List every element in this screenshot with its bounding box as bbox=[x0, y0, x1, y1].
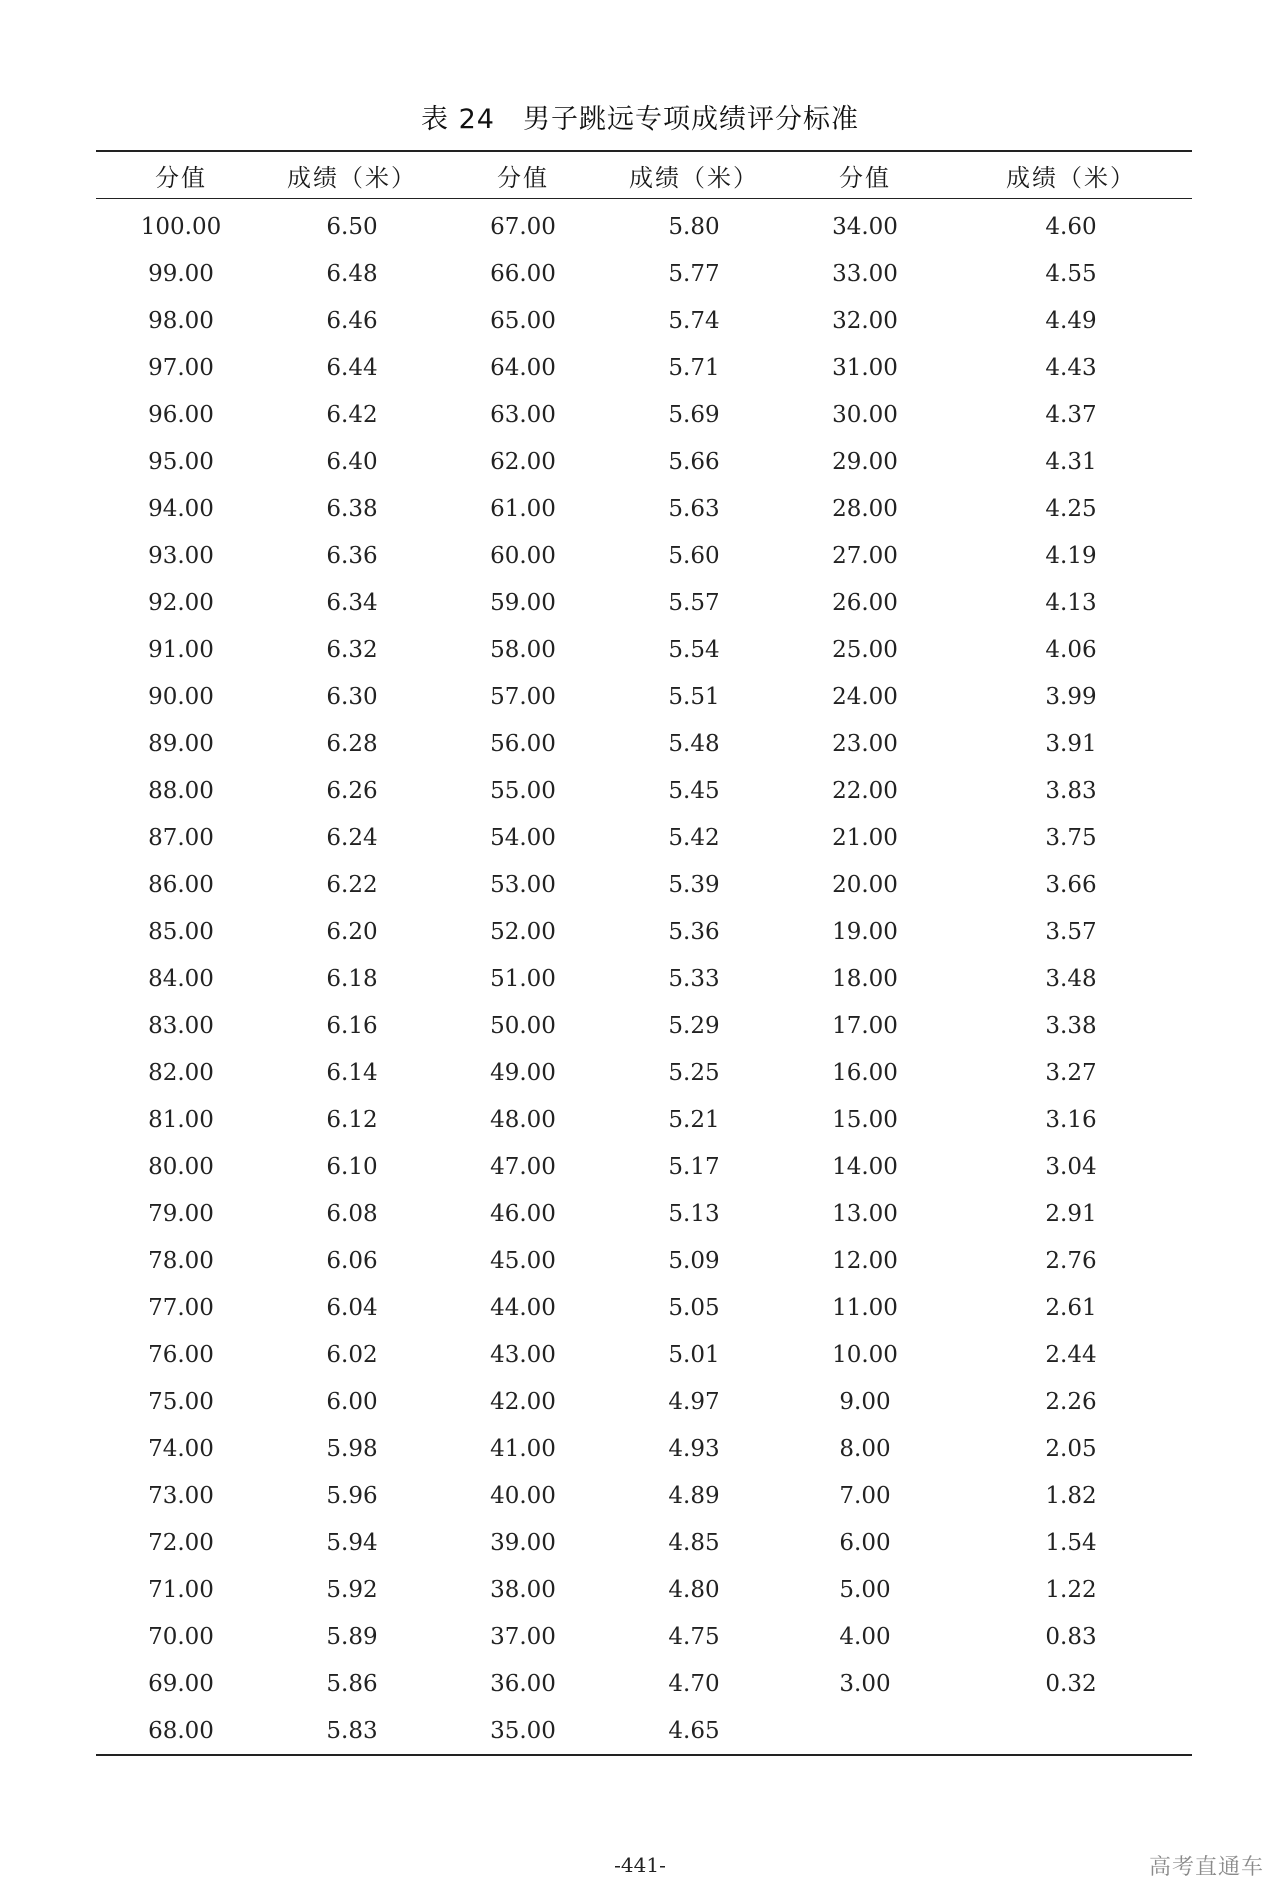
header-result-3: 成绩（米） bbox=[950, 151, 1192, 199]
result-cell: 1.82 bbox=[1045, 1482, 1097, 1509]
result-cell: 3.75 bbox=[1045, 824, 1097, 851]
score-cell: 62.00 bbox=[490, 448, 556, 475]
score-table-container bbox=[96, 150, 1192, 1756]
result-cell: 3.91 bbox=[1045, 730, 1097, 757]
result-cell: 5.01 bbox=[668, 1341, 720, 1368]
score-cell: 95.00 bbox=[148, 448, 214, 475]
score-cell: 80.00 bbox=[148, 1153, 214, 1180]
header-score-2: 分值 bbox=[438, 151, 608, 199]
result-cell: 5.57 bbox=[668, 589, 720, 616]
table-row bbox=[96, 297, 1192, 344]
result-cell: 4.80 bbox=[668, 1576, 720, 1603]
table-row bbox=[96, 1378, 1192, 1425]
score-cell: 86.00 bbox=[148, 871, 214, 898]
table-title: 表 24 男子跳远专项成绩评分标准 bbox=[421, 104, 859, 135]
result-cell: 6.24 bbox=[326, 824, 378, 851]
table-row bbox=[96, 532, 1192, 579]
page-number: -441- bbox=[614, 1853, 666, 1877]
score-cell: 53.00 bbox=[490, 871, 556, 898]
score-cell: 35.00 bbox=[490, 1717, 556, 1744]
score-cell: 46.00 bbox=[490, 1200, 556, 1227]
score-cell: 56.00 bbox=[490, 730, 556, 757]
result-cell: 5.77 bbox=[668, 260, 720, 287]
result-cell: 5.96 bbox=[326, 1482, 378, 1509]
result-cell: 4.85 bbox=[668, 1529, 720, 1556]
score-cell: 20.00 bbox=[832, 871, 898, 898]
result-cell: 6.32 bbox=[326, 636, 378, 663]
score-cell: 58.00 bbox=[490, 636, 556, 663]
result-cell: 1.22 bbox=[1045, 1576, 1097, 1603]
result-cell: 4.75 bbox=[668, 1623, 720, 1650]
result-cell: 4.70 bbox=[668, 1670, 720, 1697]
score-cell: 91.00 bbox=[148, 636, 214, 663]
score-cell: 47.00 bbox=[490, 1153, 556, 1180]
score-cell: 79.00 bbox=[148, 1200, 214, 1227]
score-cell: 32.00 bbox=[832, 307, 898, 334]
score-cell: 96.00 bbox=[148, 401, 214, 428]
score-cell: 30.00 bbox=[832, 401, 898, 428]
table-row bbox=[96, 908, 1192, 955]
table-row bbox=[96, 720, 1192, 767]
table-row bbox=[96, 1707, 1192, 1755]
score-cell: 4.00 bbox=[839, 1623, 891, 1650]
result-cell: 6.18 bbox=[326, 965, 378, 992]
result-cell: 4.43 bbox=[1045, 354, 1097, 381]
result-cell: 2.05 bbox=[1045, 1435, 1097, 1462]
score-cell: 49.00 bbox=[490, 1059, 556, 1086]
result-cell: 4.89 bbox=[668, 1482, 720, 1509]
score-cell: 100.00 bbox=[140, 213, 222, 240]
result-cell: 3.66 bbox=[1045, 871, 1097, 898]
result-cell: 5.89 bbox=[326, 1623, 378, 1650]
result-cell: 5.39 bbox=[668, 871, 720, 898]
table-row bbox=[96, 391, 1192, 438]
result-cell: 4.65 bbox=[668, 1717, 720, 1744]
score-cell: 21.00 bbox=[832, 824, 898, 851]
score-cell: 45.00 bbox=[490, 1247, 556, 1274]
score-cell: 14.00 bbox=[832, 1153, 898, 1180]
result-cell: 5.86 bbox=[326, 1670, 378, 1697]
score-cell: 38.00 bbox=[490, 1576, 556, 1603]
score-cell: 87.00 bbox=[148, 824, 214, 851]
header-score-3: 分值 bbox=[780, 151, 950, 199]
result-cell: 5.42 bbox=[668, 824, 720, 851]
score-cell: 77.00 bbox=[148, 1294, 214, 1321]
result-cell: 4.55 bbox=[1045, 260, 1097, 287]
score-cell: 78.00 bbox=[148, 1247, 214, 1274]
table-row bbox=[96, 861, 1192, 908]
result-cell: 5.74 bbox=[668, 307, 720, 334]
score-cell: 18.00 bbox=[832, 965, 898, 992]
result-cell: 2.61 bbox=[1045, 1294, 1097, 1321]
score-cell: 88.00 bbox=[148, 777, 214, 804]
result-cell: 5.63 bbox=[668, 495, 720, 522]
score-cell: 19.00 bbox=[832, 918, 898, 945]
score-cell: 66.00 bbox=[490, 260, 556, 287]
score-cell: 6.00 bbox=[839, 1529, 891, 1556]
result-cell: 4.19 bbox=[1045, 542, 1097, 569]
score-cell: 98.00 bbox=[148, 307, 214, 334]
score-cell bbox=[780, 1707, 950, 1755]
table-row bbox=[96, 1472, 1192, 1519]
header-result-1: 成绩（米） bbox=[266, 151, 438, 199]
result-cell: 2.44 bbox=[1045, 1341, 1097, 1368]
result-cell: 6.44 bbox=[326, 354, 378, 381]
score-cell: 55.00 bbox=[490, 777, 556, 804]
score-cell: 64.00 bbox=[490, 354, 556, 381]
score-cell: 17.00 bbox=[832, 1012, 898, 1039]
result-cell: 6.38 bbox=[326, 495, 378, 522]
result-cell: 6.40 bbox=[326, 448, 378, 475]
score-cell: 22.00 bbox=[832, 777, 898, 804]
table-row bbox=[96, 485, 1192, 532]
score-cell: 11.00 bbox=[832, 1294, 898, 1321]
score-cell: 41.00 bbox=[490, 1435, 556, 1462]
score-cell: 74.00 bbox=[148, 1435, 214, 1462]
score-cell: 7.00 bbox=[839, 1482, 891, 1509]
result-cell: 6.10 bbox=[326, 1153, 378, 1180]
table-row bbox=[96, 1331, 1192, 1378]
result-cell: 6.28 bbox=[326, 730, 378, 757]
result-cell: 4.97 bbox=[668, 1388, 720, 1415]
score-cell: 73.00 bbox=[148, 1482, 214, 1509]
score-cell: 81.00 bbox=[148, 1106, 214, 1133]
score-cell: 37.00 bbox=[490, 1623, 556, 1650]
score-cell: 13.00 bbox=[832, 1200, 898, 1227]
table-row bbox=[96, 1519, 1192, 1566]
result-cell: 5.33 bbox=[668, 965, 720, 992]
score-cell: 57.00 bbox=[490, 683, 556, 710]
score-cell: 85.00 bbox=[148, 918, 214, 945]
score-cell: 67.00 bbox=[490, 213, 556, 240]
score-cell: 51.00 bbox=[490, 965, 556, 992]
score-cell: 92.00 bbox=[148, 589, 214, 616]
result-cell: 5.29 bbox=[668, 1012, 720, 1039]
result-cell: 0.83 bbox=[1045, 1623, 1097, 1650]
score-cell: 54.00 bbox=[490, 824, 556, 851]
score-cell: 50.00 bbox=[490, 1012, 556, 1039]
result-cell: 6.12 bbox=[326, 1106, 378, 1133]
score-cell: 5.00 bbox=[839, 1576, 891, 1603]
result-cell: 5.98 bbox=[326, 1435, 378, 1462]
result-cell: 3.99 bbox=[1045, 683, 1097, 710]
score-cell: 99.00 bbox=[148, 260, 214, 287]
table-row bbox=[96, 1237, 1192, 1284]
score-cell: 60.00 bbox=[490, 542, 556, 569]
result-cell: 3.83 bbox=[1045, 777, 1097, 804]
result-cell: 6.50 bbox=[326, 213, 378, 240]
result-cell: 4.13 bbox=[1045, 589, 1097, 616]
score-cell: 23.00 bbox=[832, 730, 898, 757]
result-cell: 5.80 bbox=[668, 213, 720, 240]
score-cell: 75.00 bbox=[148, 1388, 214, 1415]
result-cell: 3.48 bbox=[1045, 965, 1097, 992]
result-cell: 5.69 bbox=[668, 401, 720, 428]
score-cell: 69.00 bbox=[148, 1670, 214, 1697]
score-cell: 83.00 bbox=[148, 1012, 214, 1039]
score-cell: 10.00 bbox=[832, 1341, 898, 1368]
score-cell: 3.00 bbox=[839, 1670, 891, 1697]
table-row bbox=[96, 673, 1192, 720]
table-row bbox=[96, 955, 1192, 1002]
score-cell: 29.00 bbox=[832, 448, 898, 475]
result-cell: 5.21 bbox=[668, 1106, 720, 1133]
score-table bbox=[96, 150, 1192, 1756]
result-cell: 4.25 bbox=[1045, 495, 1097, 522]
result-cell: 6.46 bbox=[326, 307, 378, 334]
score-cell: 84.00 bbox=[148, 965, 214, 992]
result-cell: 5.25 bbox=[668, 1059, 720, 1086]
result-cell: 5.17 bbox=[668, 1153, 720, 1180]
table-row bbox=[96, 1566, 1192, 1613]
score-cell: 42.00 bbox=[490, 1388, 556, 1415]
table-row bbox=[96, 1143, 1192, 1190]
score-cell: 27.00 bbox=[832, 542, 898, 569]
score-cell: 25.00 bbox=[832, 636, 898, 663]
table-row bbox=[96, 1049, 1192, 1096]
result-cell: 2.91 bbox=[1045, 1200, 1097, 1227]
result-cell: 5.51 bbox=[668, 683, 720, 710]
result-cell: 6.42 bbox=[326, 401, 378, 428]
result-cell: 3.27 bbox=[1045, 1059, 1097, 1086]
result-cell: 6.08 bbox=[326, 1200, 378, 1227]
result-cell: 5.13 bbox=[668, 1200, 720, 1227]
result-cell: 5.45 bbox=[668, 777, 720, 804]
score-cell: 76.00 bbox=[148, 1341, 214, 1368]
result-cell: 3.04 bbox=[1045, 1153, 1097, 1180]
result-cell: 6.22 bbox=[326, 871, 378, 898]
result-cell: 4.93 bbox=[668, 1435, 720, 1462]
result-cell: 1.54 bbox=[1045, 1529, 1097, 1556]
result-cell: 6.00 bbox=[326, 1388, 378, 1415]
table-row bbox=[96, 579, 1192, 626]
result-cell: 6.06 bbox=[326, 1247, 378, 1274]
score-cell: 65.00 bbox=[490, 307, 556, 334]
result-cell: 5.94 bbox=[326, 1529, 378, 1556]
score-cell: 63.00 bbox=[490, 401, 556, 428]
score-cell: 39.00 bbox=[490, 1529, 556, 1556]
result-cell: 4.06 bbox=[1045, 636, 1097, 663]
score-cell: 16.00 bbox=[832, 1059, 898, 1086]
result-cell: 6.14 bbox=[326, 1059, 378, 1086]
score-cell: 34.00 bbox=[832, 213, 898, 240]
score-cell: 93.00 bbox=[148, 542, 214, 569]
table-row bbox=[96, 438, 1192, 485]
result-cell: 3.57 bbox=[1045, 918, 1097, 945]
table-row bbox=[96, 1660, 1192, 1707]
score-cell: 31.00 bbox=[832, 354, 898, 381]
result-cell: 5.60 bbox=[668, 542, 720, 569]
result-cell: 5.83 bbox=[326, 1717, 378, 1744]
result-cell: 6.34 bbox=[326, 589, 378, 616]
result-cell: 3.38 bbox=[1045, 1012, 1097, 1039]
result-cell: 6.48 bbox=[326, 260, 378, 287]
score-cell: 70.00 bbox=[148, 1623, 214, 1650]
table-row bbox=[96, 344, 1192, 391]
result-cell: 5.48 bbox=[668, 730, 720, 757]
result-cell: 5.71 bbox=[668, 354, 720, 381]
table-row bbox=[96, 1425, 1192, 1472]
table-row bbox=[96, 199, 1192, 251]
score-cell: 68.00 bbox=[148, 1717, 214, 1744]
score-cell: 59.00 bbox=[490, 589, 556, 616]
score-cell: 36.00 bbox=[490, 1670, 556, 1697]
result-cell: 5.09 bbox=[668, 1247, 720, 1274]
result-cell: 4.60 bbox=[1045, 213, 1097, 240]
table-body bbox=[96, 199, 1192, 1756]
score-cell: 28.00 bbox=[832, 495, 898, 522]
table-header-row bbox=[96, 151, 1192, 199]
result-cell: 6.04 bbox=[326, 1294, 378, 1321]
table-row bbox=[96, 1613, 1192, 1660]
score-cell: 71.00 bbox=[148, 1576, 214, 1603]
result-cell: 5.05 bbox=[668, 1294, 720, 1321]
score-cell: 97.00 bbox=[148, 354, 214, 381]
score-cell: 48.00 bbox=[490, 1106, 556, 1133]
score-cell: 33.00 bbox=[832, 260, 898, 287]
table-row bbox=[96, 1284, 1192, 1331]
result-cell: 4.37 bbox=[1045, 401, 1097, 428]
score-cell: 12.00 bbox=[832, 1247, 898, 1274]
score-cell: 52.00 bbox=[490, 918, 556, 945]
result-cell: 6.36 bbox=[326, 542, 378, 569]
score-cell: 40.00 bbox=[490, 1482, 556, 1509]
result-cell: 2.76 bbox=[1045, 1247, 1097, 1274]
score-cell: 9.00 bbox=[839, 1388, 891, 1415]
score-cell: 43.00 bbox=[490, 1341, 556, 1368]
watermark: 高考直通车 bbox=[1148, 1855, 1264, 1880]
result-cell: 5.66 bbox=[668, 448, 720, 475]
table-row bbox=[96, 1096, 1192, 1143]
score-cell: 8.00 bbox=[839, 1435, 891, 1462]
score-cell: 15.00 bbox=[832, 1106, 898, 1133]
result-cell: 4.31 bbox=[1045, 448, 1097, 475]
result-cell: 5.54 bbox=[668, 636, 720, 663]
table-row bbox=[96, 626, 1192, 673]
table-row bbox=[96, 250, 1192, 297]
table-row bbox=[96, 767, 1192, 814]
table-row bbox=[96, 814, 1192, 861]
header-result-2: 成绩（米） bbox=[608, 151, 780, 199]
score-cell: 24.00 bbox=[832, 683, 898, 710]
score-cell: 94.00 bbox=[148, 495, 214, 522]
result-cell: 6.16 bbox=[326, 1012, 378, 1039]
score-cell: 72.00 bbox=[148, 1529, 214, 1556]
result-cell: 6.02 bbox=[326, 1341, 378, 1368]
score-cell: 26.00 bbox=[832, 589, 898, 616]
result-cell: 6.30 bbox=[326, 683, 378, 710]
result-cell: 5.36 bbox=[668, 918, 720, 945]
score-cell: 90.00 bbox=[148, 683, 214, 710]
score-cell: 89.00 bbox=[148, 730, 214, 757]
table-row bbox=[96, 1190, 1192, 1237]
table-row bbox=[96, 1002, 1192, 1049]
score-cell: 61.00 bbox=[490, 495, 556, 522]
result-cell: 5.92 bbox=[326, 1576, 378, 1603]
result-cell: 2.26 bbox=[1045, 1388, 1097, 1415]
result-cell: 3.16 bbox=[1045, 1106, 1097, 1133]
result-cell: 6.26 bbox=[326, 777, 378, 804]
result-cell: 6.20 bbox=[326, 918, 378, 945]
header-score-1: 分值 bbox=[96, 151, 266, 199]
score-cell: 82.00 bbox=[148, 1059, 214, 1086]
result-cell: 0.32 bbox=[1045, 1670, 1097, 1697]
result-cell bbox=[950, 1707, 1192, 1755]
result-cell: 4.49 bbox=[1045, 307, 1097, 334]
score-cell: 44.00 bbox=[490, 1294, 556, 1321]
